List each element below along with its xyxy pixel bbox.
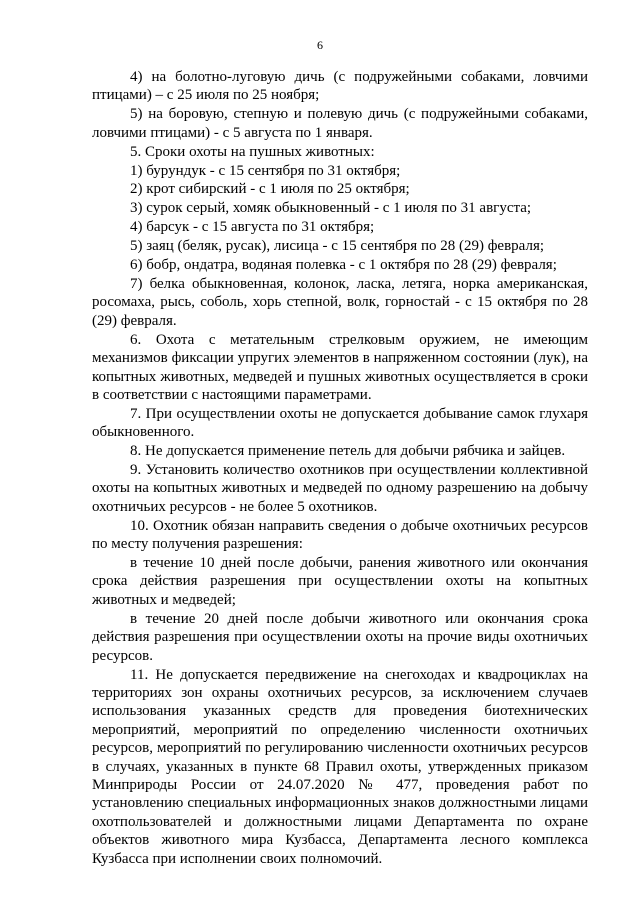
document-body [92,68,588,868]
section-11: 11. Не допускается передвижение на снегоходах и квадроциклах на территориях зон охраны охотничьих ресурсов, за исключением случаев использования указанных средств для проведения биотехнических мероприятий, мероприятий по определению численности охотничьих ресурсов, мероприятий по регулированию численности охотничьих ресурсов в случаях, указанных в пункте 68 Правил охоты, утвержденных приказом Минприроды России от 24.07.2020 № 477, проведения работ по установлению специальных информационных знаков должностными лицами охотпользователей и должностными лицами Департамента по охране объектов животного мира Кузбасса, Департамента лесного комплекса Кузбасса при исполнении своих полномочий. [92,666,588,867]
list-item-beaver: 6) бобр, ондатра, водяная полевка - с 1 октября по 28 (29) февраля; [130,257,557,274]
list-item-squirrel: 7) белка обыкновенная, колонок, ласка, летяга, норка американская, росомаха, рысь, соболь, хорь степной, волк, горностай - с 15 октября по 28 (29) февраля. [92,275,588,329]
section-10-item-1: в течение 10 дней после добычи, ранения животного или окончания срока действия разрешения при осуществлении охоты на копытных животных и медведей; [92,555,588,608]
page-number: 6 [317,38,323,52]
section-6: 6. Охота с метательным стрелковым оружием, не имеющим механизмов фиксации упругих элементов в напряженном состоянии (лук), на копытных животных, медведей и пушных животных осуществляется в сроки в соответствии с настоящими параметрами. [92,331,588,403]
list-item-mole: 2) крот сибирский - с 1 июля по 25 октября; [130,181,410,198]
list-item-hare: 5) заяц (беляк, русак), лисица - с 15 сентября по 28 (29) февраля; [130,238,545,255]
paragraph-4-wetland-game: 4) на болотно-луговую дичь (с подружейными собаками, ловчими птицами) – с 25 июля по 25 ноября; [92,69,588,104]
section-9: 9. Установить количество охотников при осуществлении коллективной охоты на копытных животных и медведей по одному разрешению на добычу охотничьих ресурсов - не более 5 охотников. [92,462,588,515]
section-5-heading: 5. Сроки охоты на пушных животных: [130,143,375,160]
section-10-item-2: в течение 20 дней после добычи животного или окончания срока действия разрешения при осуществлении охоты на прочие виды охотничьих ресурсов. [92,610,588,664]
list-item-chipmunk: 1) бурундук - с 15 сентября по 31 октября; [130,162,401,179]
section-10: 10. Охотник обязан направить сведения о добыче охотничьих ресурсов по месту получения разрешения: [92,517,588,553]
section-7: 7. При осуществлении охоты не допускается добывание самок глухаря обыкновенного. [92,405,588,441]
list-item-badger: 4) барсук - с 15 августа по 31 октября; [130,219,375,236]
section-8: 8. Не допускается применение петель для добычи рябчика и зайцев. [130,443,566,460]
list-item-marmot: 3) сурок серый, хомяк обыкновенный - с 1 июля по 31 августа; [130,200,532,217]
paragraph-5-upland-game: 5) на боровую, степную и полевую дичь (с подружейными собаками, ловчими птицами) - с 5 августа по 1 января. [92,106,588,141]
